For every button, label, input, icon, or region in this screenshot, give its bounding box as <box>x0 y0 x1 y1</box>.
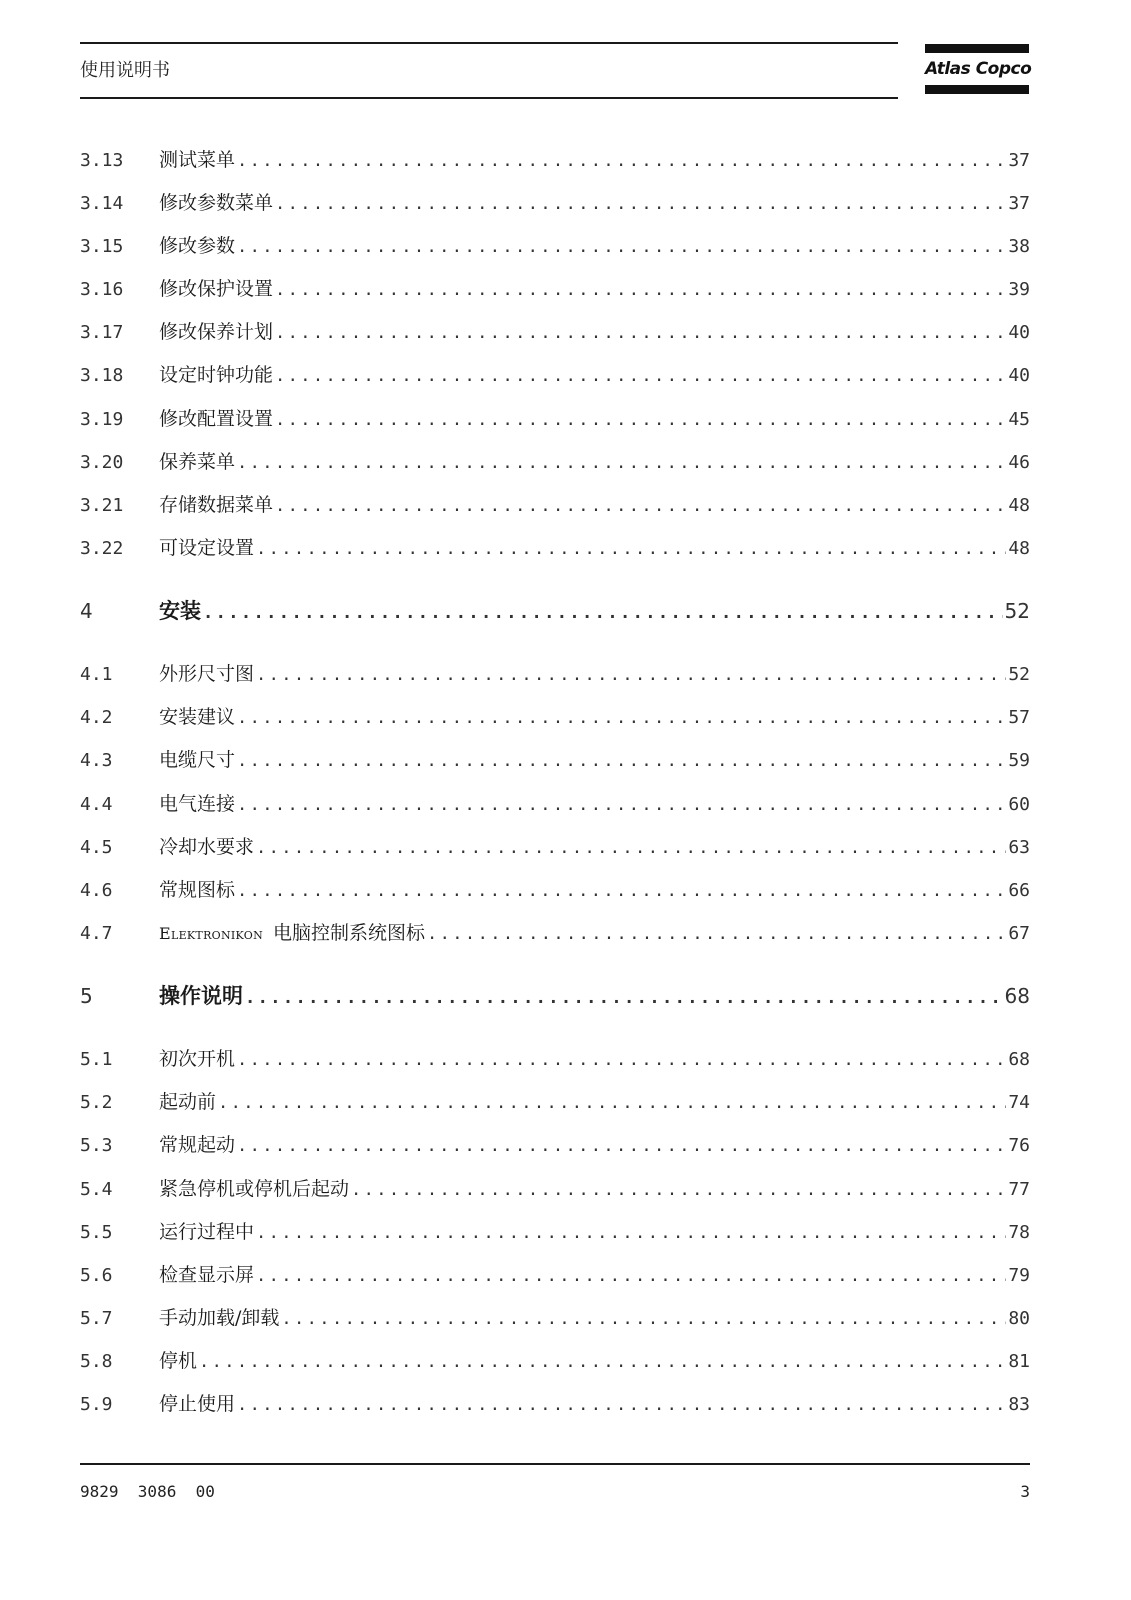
toc-section-entry[interactable] <box>80 274 1030 304</box>
toc-dot-leader <box>275 405 1006 435</box>
toc-entry-page: 45 <box>1008 409 1030 430</box>
toc-entry-title-text: 保养菜单 <box>159 451 236 473</box>
toc-entry-title-text: 测试菜单 <box>159 149 236 171</box>
toc-entry-title <box>159 745 237 775</box>
toc-section-entry[interactable] <box>80 1389 1030 1419</box>
toc-entry-title-text: 可设定设置 <box>159 537 255 559</box>
toc-entry-title-text: 手动加载/卸载 <box>159 1307 280 1329</box>
toc-entry-number: 5.7 <box>80 1308 113 1329</box>
toc-entry-page: 52 <box>1004 599 1030 623</box>
toc-entry-title <box>159 832 256 862</box>
toc-entry-title <box>159 447 237 477</box>
toc-entry-number: 4.3 <box>80 750 113 771</box>
toc-entry-title-text: 修改保护设置 <box>159 278 274 300</box>
toc-section-entry[interactable] <box>80 231 1030 261</box>
toc-entry-number: 4 <box>80 599 93 623</box>
toc-entry-number: 5.8 <box>80 1351 113 1372</box>
toc-section-entry[interactable] <box>80 317 1030 347</box>
toc-entry-title-text: 安装建议 <box>159 706 236 728</box>
toc-entry-number: 4.4 <box>80 794 113 815</box>
toc-entry-page: 40 <box>1008 365 1030 386</box>
toc-entry-title-text: 紧急停机或停机后起动 <box>159 1178 350 1200</box>
toc-section-entry[interactable] <box>80 1260 1030 1290</box>
footer-rule <box>80 1463 1030 1465</box>
toc-entry-title <box>159 1130 237 1160</box>
toc-section-entry[interactable] <box>80 360 1030 390</box>
logo-wordmark: Atlas Copco <box>925 59 1032 79</box>
toc-entry-title-prefix: Elektronikon <box>159 924 264 943</box>
toc-entry-page: 81 <box>1008 1351 1030 1372</box>
toc-dot-leader <box>237 703 1006 733</box>
toc-entry-number: 4.1 <box>80 664 113 685</box>
toc-entry-title <box>159 918 427 949</box>
toc-entry-number: 3.14 <box>80 193 124 214</box>
toc-section-entry[interactable] <box>80 832 1030 862</box>
toc-entry-number: 4.2 <box>80 707 113 728</box>
toc-entry-title-text: 电气连接 <box>159 793 236 815</box>
document-number: 9829 3086 00 <box>80 1482 215 1501</box>
toc-dot-leader <box>237 790 1006 820</box>
toc-entry-title <box>159 1346 199 1376</box>
logo-bottom-bar <box>925 85 1029 94</box>
toc-entry-page: 48 <box>1008 538 1030 559</box>
toc-entry-title <box>159 1260 256 1290</box>
toc-entry-title-text: 电缆尺寸 <box>159 749 236 771</box>
toc-dot-leader <box>275 275 1006 305</box>
toc-entry-title <box>159 1087 218 1117</box>
toc-entry-title <box>159 231 237 261</box>
toc-section-entry[interactable] <box>80 1346 1030 1376</box>
toc-dot-leader <box>256 534 1006 564</box>
toc-entry-number: 3.18 <box>80 365 124 386</box>
toc-dot-leader <box>237 746 1006 776</box>
toc-entry-number: 3.16 <box>80 279 124 300</box>
logo-top-bar <box>925 44 1029 53</box>
toc-dot-leader <box>256 833 1006 863</box>
toc-entry-page: 39 <box>1008 279 1030 300</box>
toc-section-entry[interactable] <box>80 188 1030 218</box>
toc-entry-number: 5.9 <box>80 1394 113 1415</box>
toc-section-entry[interactable] <box>80 533 1030 563</box>
toc-entry-title-text: 操作说明 <box>159 983 243 1008</box>
toc-entry-number: 5.1 <box>80 1049 113 1070</box>
toc-entry-title-text: 电脑控制系统图标 <box>273 922 426 944</box>
toc-entry-title-text: 常规图标 <box>159 879 236 901</box>
toc-dot-leader <box>256 1218 1006 1248</box>
toc-section-entry[interactable] <box>80 702 1030 732</box>
toc-entry-number: 3.17 <box>80 322 124 343</box>
toc-entry-title-text: 初次开机 <box>159 1048 236 1070</box>
toc-dot-leader <box>275 491 1006 521</box>
toc-entry-title <box>159 188 275 218</box>
toc-entry-number: 5.4 <box>80 1179 113 1200</box>
toc-entry-number: 3.22 <box>80 538 124 559</box>
toc-entry-title-text: 冷却水要求 <box>159 836 255 858</box>
toc-entry-number: 5.2 <box>80 1092 113 1113</box>
toc-entry-page: 76 <box>1008 1135 1030 1156</box>
toc-entry-title <box>159 404 275 434</box>
toc-entry-number: 4.5 <box>80 837 113 858</box>
page-number: 3 <box>1020 1482 1030 1501</box>
toc-chapter-entry[interactable] <box>80 596 1030 626</box>
toc-entry-page: 38 <box>1008 236 1030 257</box>
toc-dot-leader <box>237 448 1006 478</box>
toc-entry-number: 5.5 <box>80 1222 113 1243</box>
toc-section-entry[interactable] <box>80 789 1030 819</box>
toc-entry-title-text: 停止使用 <box>159 1393 236 1415</box>
toc-entry-title-text: 检查显示屏 <box>159 1264 255 1286</box>
toc-entry-page: 37 <box>1008 193 1030 214</box>
toc-entry-title <box>159 789 237 819</box>
toc-entry-page: 63 <box>1008 837 1030 858</box>
toc-entry-title <box>159 702 237 732</box>
toc-section-entry[interactable] <box>80 659 1030 689</box>
toc-entry-title <box>159 360 275 390</box>
toc-entry-title-text: 运行过程中 <box>159 1221 255 1243</box>
toc-entry-title-text: 常规起动 <box>159 1134 236 1156</box>
toc-entry-title-text: 安装 <box>159 598 201 623</box>
toc-section-entry[interactable] <box>80 447 1030 477</box>
toc-dot-leader <box>427 919 1006 949</box>
toc-dot-leader <box>275 189 1006 219</box>
toc-section-entry[interactable] <box>80 1044 1030 1074</box>
toc-entry-number: 3.15 <box>80 236 124 257</box>
toc-dot-leader <box>237 232 1006 262</box>
toc-dot-leader <box>237 1131 1006 1161</box>
atlas-copco-logo <box>925 44 1032 94</box>
toc-entry-title-text: 设定时钟功能 <box>159 364 274 386</box>
toc-section-entry[interactable] <box>80 1217 1030 1247</box>
toc-dot-leader <box>256 1261 1006 1291</box>
toc-section-entry[interactable] <box>80 1087 1030 1117</box>
toc-entry-page: 79 <box>1008 1265 1030 1286</box>
toc-entry-number: 3.19 <box>80 409 124 430</box>
toc-chapter-entry[interactable] <box>80 981 1030 1011</box>
toc-section-entry[interactable] <box>80 1303 1030 1333</box>
toc-entry-page: 67 <box>1008 923 1030 944</box>
toc-section-entry[interactable] <box>80 1130 1030 1160</box>
toc-section-entry[interactable] <box>80 490 1030 520</box>
toc-dot-leader <box>218 1088 1006 1118</box>
toc-dot-leader <box>237 876 1006 906</box>
toc-entry-title-text: 修改参数菜单 <box>159 192 274 214</box>
toc-entry-page: 37 <box>1008 150 1030 171</box>
toc-section-entry[interactable] <box>80 875 1030 905</box>
toc-entry-number: 5 <box>80 984 93 1008</box>
toc-entry-title-text: 起动前 <box>159 1091 217 1113</box>
toc-dot-leader <box>256 660 1006 690</box>
toc-entry-title-text: 修改配置设置 <box>159 408 274 430</box>
toc-entry-page: 68 <box>1008 1049 1030 1070</box>
toc-dot-leader <box>275 361 1006 391</box>
toc-entry-page: 66 <box>1008 880 1030 901</box>
toc-entry-page: 52 <box>1008 664 1030 685</box>
toc-entry-number: 5.3 <box>80 1135 113 1156</box>
toc-dot-leader <box>199 1347 1006 1377</box>
toc-entry-title <box>159 1389 237 1419</box>
toc-entry-title <box>159 317 275 347</box>
toc-entry-page: 74 <box>1008 1092 1030 1113</box>
toc-entry-title <box>159 1174 351 1204</box>
toc-entry-title-text: 外形尺寸图 <box>159 663 255 685</box>
toc-entry-page: 46 <box>1008 452 1030 473</box>
toc-entry-page: 40 <box>1008 322 1030 343</box>
toc-entry-page: 48 <box>1008 495 1030 516</box>
toc-entry-number: 5.6 <box>80 1265 113 1286</box>
toc-section-entry[interactable] <box>80 404 1030 434</box>
header-top-rule <box>80 42 898 44</box>
toc-entry-title <box>159 490 275 520</box>
toc-entry-title-text: 存储数据菜单 <box>159 494 274 516</box>
toc-entry-number: 3.20 <box>80 452 124 473</box>
toc-entry-title <box>159 274 275 304</box>
toc-entry-number: 3.13 <box>80 150 124 171</box>
toc-section-entry[interactable] <box>80 918 1030 948</box>
toc-dot-leader <box>281 1304 1006 1334</box>
toc-entry-page: 57 <box>1008 707 1030 728</box>
toc-entry-title-text: 停机 <box>159 1350 198 1372</box>
toc-entry-page: 68 <box>1004 984 1030 1008</box>
toc-entry-page: 78 <box>1008 1222 1030 1243</box>
toc-entry-title <box>159 1303 281 1333</box>
toc-entry-title-text: 修改保养计划 <box>159 321 274 343</box>
toc-entry-title <box>159 1044 237 1074</box>
toc-entry-page: 80 <box>1008 1308 1030 1329</box>
toc-entry-title <box>159 533 256 563</box>
toc-entry-page: 77 <box>1008 1179 1030 1200</box>
toc-dot-leader <box>245 983 1003 1013</box>
toc-dot-leader <box>203 598 1003 628</box>
toc-entry-number: 3.21 <box>80 495 124 516</box>
header-bottom-rule <box>80 97 898 99</box>
toc-entry-title <box>159 981 245 1011</box>
toc-entry-title <box>159 1217 256 1247</box>
toc-dot-leader <box>351 1175 1006 1205</box>
toc-entry-title <box>159 875 237 905</box>
toc-entry-number: 4.6 <box>80 880 113 901</box>
document-title: 使用说明书 <box>80 60 170 81</box>
toc-entry-page: 59 <box>1008 750 1030 771</box>
toc-dot-leader <box>237 1390 1006 1420</box>
toc-section-entry[interactable] <box>80 1174 1030 1204</box>
toc-section-entry[interactable] <box>80 145 1030 175</box>
toc-section-entry[interactable] <box>80 745 1030 775</box>
toc-dot-leader <box>275 318 1006 348</box>
toc-entry-title <box>159 145 237 175</box>
toc-entry-page: 60 <box>1008 794 1030 815</box>
toc-dot-leader <box>237 1045 1006 1075</box>
toc-entry-number: 4.7 <box>80 923 113 944</box>
toc-entry-title <box>159 659 256 689</box>
toc-entry-page: 83 <box>1008 1394 1030 1415</box>
toc-dot-leader <box>237 146 1006 176</box>
toc-entry-title-text: 修改参数 <box>159 235 236 257</box>
toc-entry-title <box>159 596 203 626</box>
